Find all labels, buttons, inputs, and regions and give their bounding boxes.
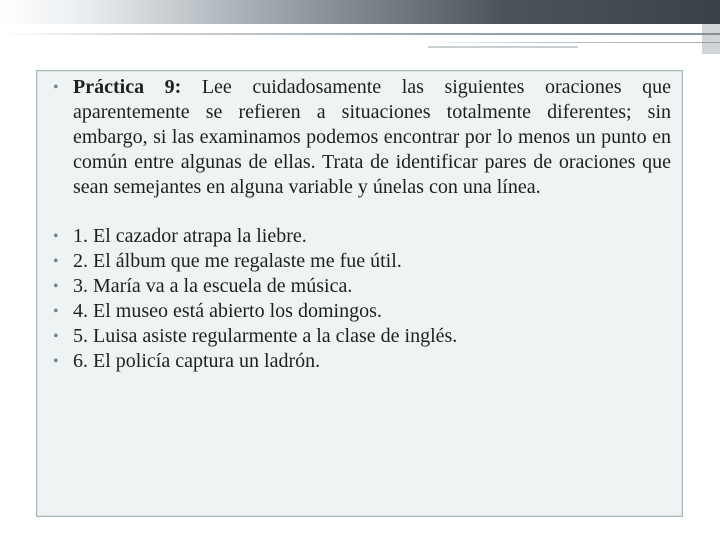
content-box [36, 70, 683, 517]
list-item [51, 224, 671, 249]
bullet-icon: • [53, 228, 59, 245]
list-item-text: 6. El policía captura un ladrón. [73, 350, 321, 372]
list-item [51, 249, 671, 274]
list-item [51, 349, 671, 374]
header-rule-short [428, 42, 720, 43]
list-item [51, 299, 671, 324]
practice-title: Práctica 9: [73, 76, 182, 98]
bullet-icon: • [53, 328, 59, 345]
practice-text: Lee cuidadosamente las siguientes oraciones que aparentemente se refieren a situaciones totalmente diferentes; sin embargo, si las examinamos podemos encontrar por lo menos un punto en común entre algunas de ellas. Trata de identificar pares de oraciones que sean semejantes en alguna variable y únelas con una línea. [73, 76, 672, 198]
header-side-strip [702, 24, 720, 54]
list-item-text: 1. El cazador atrapa la liebre. [73, 225, 307, 247]
list-item-text: 3. María va a la escuela de música. [73, 275, 353, 297]
header-rule [0, 33, 720, 35]
bullet-icon: • [53, 253, 59, 270]
bullet-icon: • [53, 278, 59, 295]
practice-instructions [51, 75, 671, 200]
list-item [51, 324, 671, 349]
list-item-text: 2. El álbum que me regalaste me fue útil. [73, 250, 402, 272]
bullet-icon: • [53, 353, 59, 370]
bullet-list [51, 75, 671, 374]
list-item-text: 5. Luisa asiste regularmente a la clase de inglés. [73, 325, 458, 347]
header-rule-accent [428, 46, 578, 48]
list-item-text: 4. El museo está abierto los domingos. [73, 300, 382, 322]
bullet-icon: • [53, 79, 59, 96]
list-item [51, 274, 671, 299]
bullet-icon: • [53, 303, 59, 320]
header-gradient-band [0, 0, 720, 24]
